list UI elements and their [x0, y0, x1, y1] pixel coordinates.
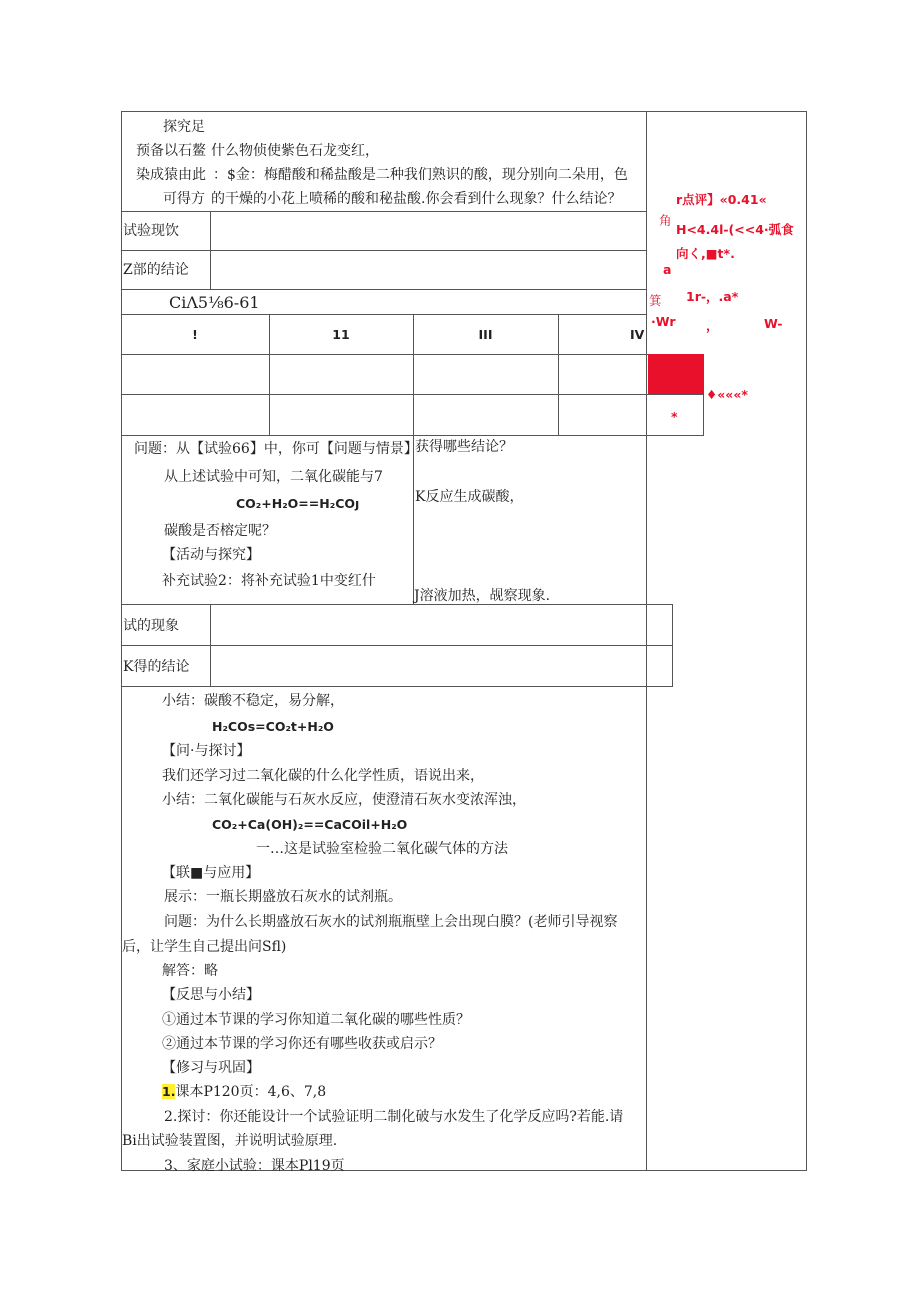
- paragraph-3: 一…这是试验室检验二氧化碳气体的方法: [256, 841, 508, 857]
- side-note-3: H<4.4l-(<<4·弧食: [676, 222, 794, 237]
- equation-limewater: CO₂+Ca(OH)₂==CaCOil+H₂O: [212, 817, 408, 832]
- intro-line2-right: 什么物侦使紫色石龙变红，: [211, 143, 379, 159]
- table1-line: [121, 211, 646, 212]
- table1-col: [558, 314, 559, 435]
- side-note-8: ·Wr: [651, 314, 676, 329]
- table1-phenomenon-label: 试验现饮: [123, 223, 179, 239]
- table1-header-4: IV: [630, 327, 645, 342]
- paragraph-5: 问题：为什么长期盛放石灰水的试剂瓶瓶壁上会出现白膜？(老师引导视察: [164, 914, 618, 930]
- table1-header-1: !: [192, 327, 198, 342]
- stability-question: 碳酸是否榕定呢？: [164, 523, 276, 539]
- heading-practice: 【修习与巩固】: [162, 1060, 260, 1076]
- column-separator: [646, 111, 647, 1171]
- table2-line: [121, 645, 673, 646]
- intro-line3-left: 染成猿由此: [136, 167, 206, 183]
- side-note-12: *: [671, 409, 678, 424]
- paragraph-1: 我们还学习过二氧化碳的什么化学性质，语说出来，: [162, 768, 484, 784]
- supplement-exp-left: 补充试验2：将补充试验1中变红什: [162, 573, 376, 589]
- red-block: [648, 354, 704, 394]
- table1-conclusion-label: Z部的结论: [123, 262, 189, 278]
- activity-heading: 【活动与探究】: [162, 547, 260, 563]
- table1-header-2: 11: [332, 327, 350, 342]
- side-note-2: 角: [659, 213, 672, 228]
- table2-conclusion-label: K得的结论: [123, 659, 190, 675]
- table1-line: [121, 250, 646, 251]
- table1-line: [121, 289, 646, 290]
- side-note-9: ，: [706, 318, 719, 333]
- paragraph-8: ①通过本节课的学习你知道二氧化碳的哪些性质？: [162, 1012, 470, 1028]
- table1-col: [413, 314, 414, 604]
- homework-3: 3、家庭小试验：课本Pl19页: [164, 1158, 345, 1174]
- table2-right-col: [672, 604, 673, 686]
- side-note-10: W-: [764, 316, 783, 331]
- homework-1: [162, 1083, 326, 1101]
- table2-phenomenon-label: 试的现象: [123, 618, 179, 634]
- intro-line3-right: ：$金：梅醋酸和稀盐酸是二种我们熟识的酸，现分别向二朵用，色: [213, 167, 628, 183]
- paragraph-2: 小结：二氧化碳能与石灰水反应，使澄清石灰水变浓浑浊，: [162, 792, 526, 808]
- side-note-1: r点评】«0.41«: [676, 192, 767, 207]
- homework-1-number: 1.: [162, 1084, 176, 1099]
- problem-right-2: K反应生成碳酸，: [415, 489, 524, 505]
- problem-right-1: 获得哪些结论？: [415, 439, 513, 455]
- summary-1: 小结：碳酸不稳定，易分解，: [162, 693, 344, 709]
- table1-section-title: CiΛ5⅛6-61: [169, 293, 260, 312]
- table2-line: [121, 604, 673, 605]
- heading-reflection: 【反思与小结】: [162, 987, 260, 1003]
- problem-left-2: 从上述试验中可知，二氧化碳能与7: [164, 469, 383, 485]
- outer-left-border: [121, 111, 122, 1171]
- equation-carbonic-acid: CO₂+H₂O==H₂COȷ: [236, 496, 360, 511]
- paragraph-7: 解答：略: [162, 963, 218, 979]
- side-note-11: ♦«««*: [706, 387, 748, 402]
- paragraph-4: 展示：一瓶长期盛放石灰水的试剂瓶。: [164, 889, 402, 905]
- homework-2: 2.探讨：你还能设计一个试验证明二制化破与水发生了化学反应吗?若能.请: [164, 1109, 624, 1125]
- side-note-6: 箕: [649, 293, 662, 308]
- problem-left-1: 问题：从【试验66】中，你可【问题与情景】: [134, 441, 418, 457]
- heading-questions: 【问·与探讨】: [162, 743, 251, 759]
- table2-label-col: [210, 604, 211, 686]
- side-note-7: 1r-，.a*: [686, 289, 739, 304]
- outer-top-border: [121, 111, 807, 112]
- heading-application: 【联■与应用】: [162, 865, 260, 881]
- supplement-exp-right: J溶液加热，觇察现象.: [414, 588, 551, 604]
- paragraph-9: ②通过本节课的学习你还有哪些收获或启示？: [162, 1036, 442, 1052]
- outer-right-border: [806, 111, 807, 1171]
- table1-header-3: III: [478, 327, 493, 342]
- table1-line: [121, 314, 646, 315]
- side-note-4: 向く,■t*.: [676, 246, 735, 261]
- equation-decomposition: H₂COs=CO₂t+H₂O: [212, 719, 334, 734]
- intro-line4-left: 可得方: [163, 191, 205, 207]
- intro-line1: 探究足: [163, 119, 205, 135]
- paragraph-6: 后，让学生自己提出问Sfl): [122, 939, 287, 955]
- homework-2-cont: Bi出试验装置图，并说明试验原理.: [122, 1133, 338, 1149]
- intro-line2-left: 预备以石鳌: [136, 143, 206, 159]
- side-note-5: a: [663, 262, 672, 277]
- intro-line4-right: 的干燥的小花上喷稀的酸和秘盐酸.你会看到什么现象？什么结论？: [211, 191, 622, 207]
- homework-1-text: 课本P120页：4,6、7,8: [175, 1084, 327, 1100]
- table2-line: [121, 686, 673, 687]
